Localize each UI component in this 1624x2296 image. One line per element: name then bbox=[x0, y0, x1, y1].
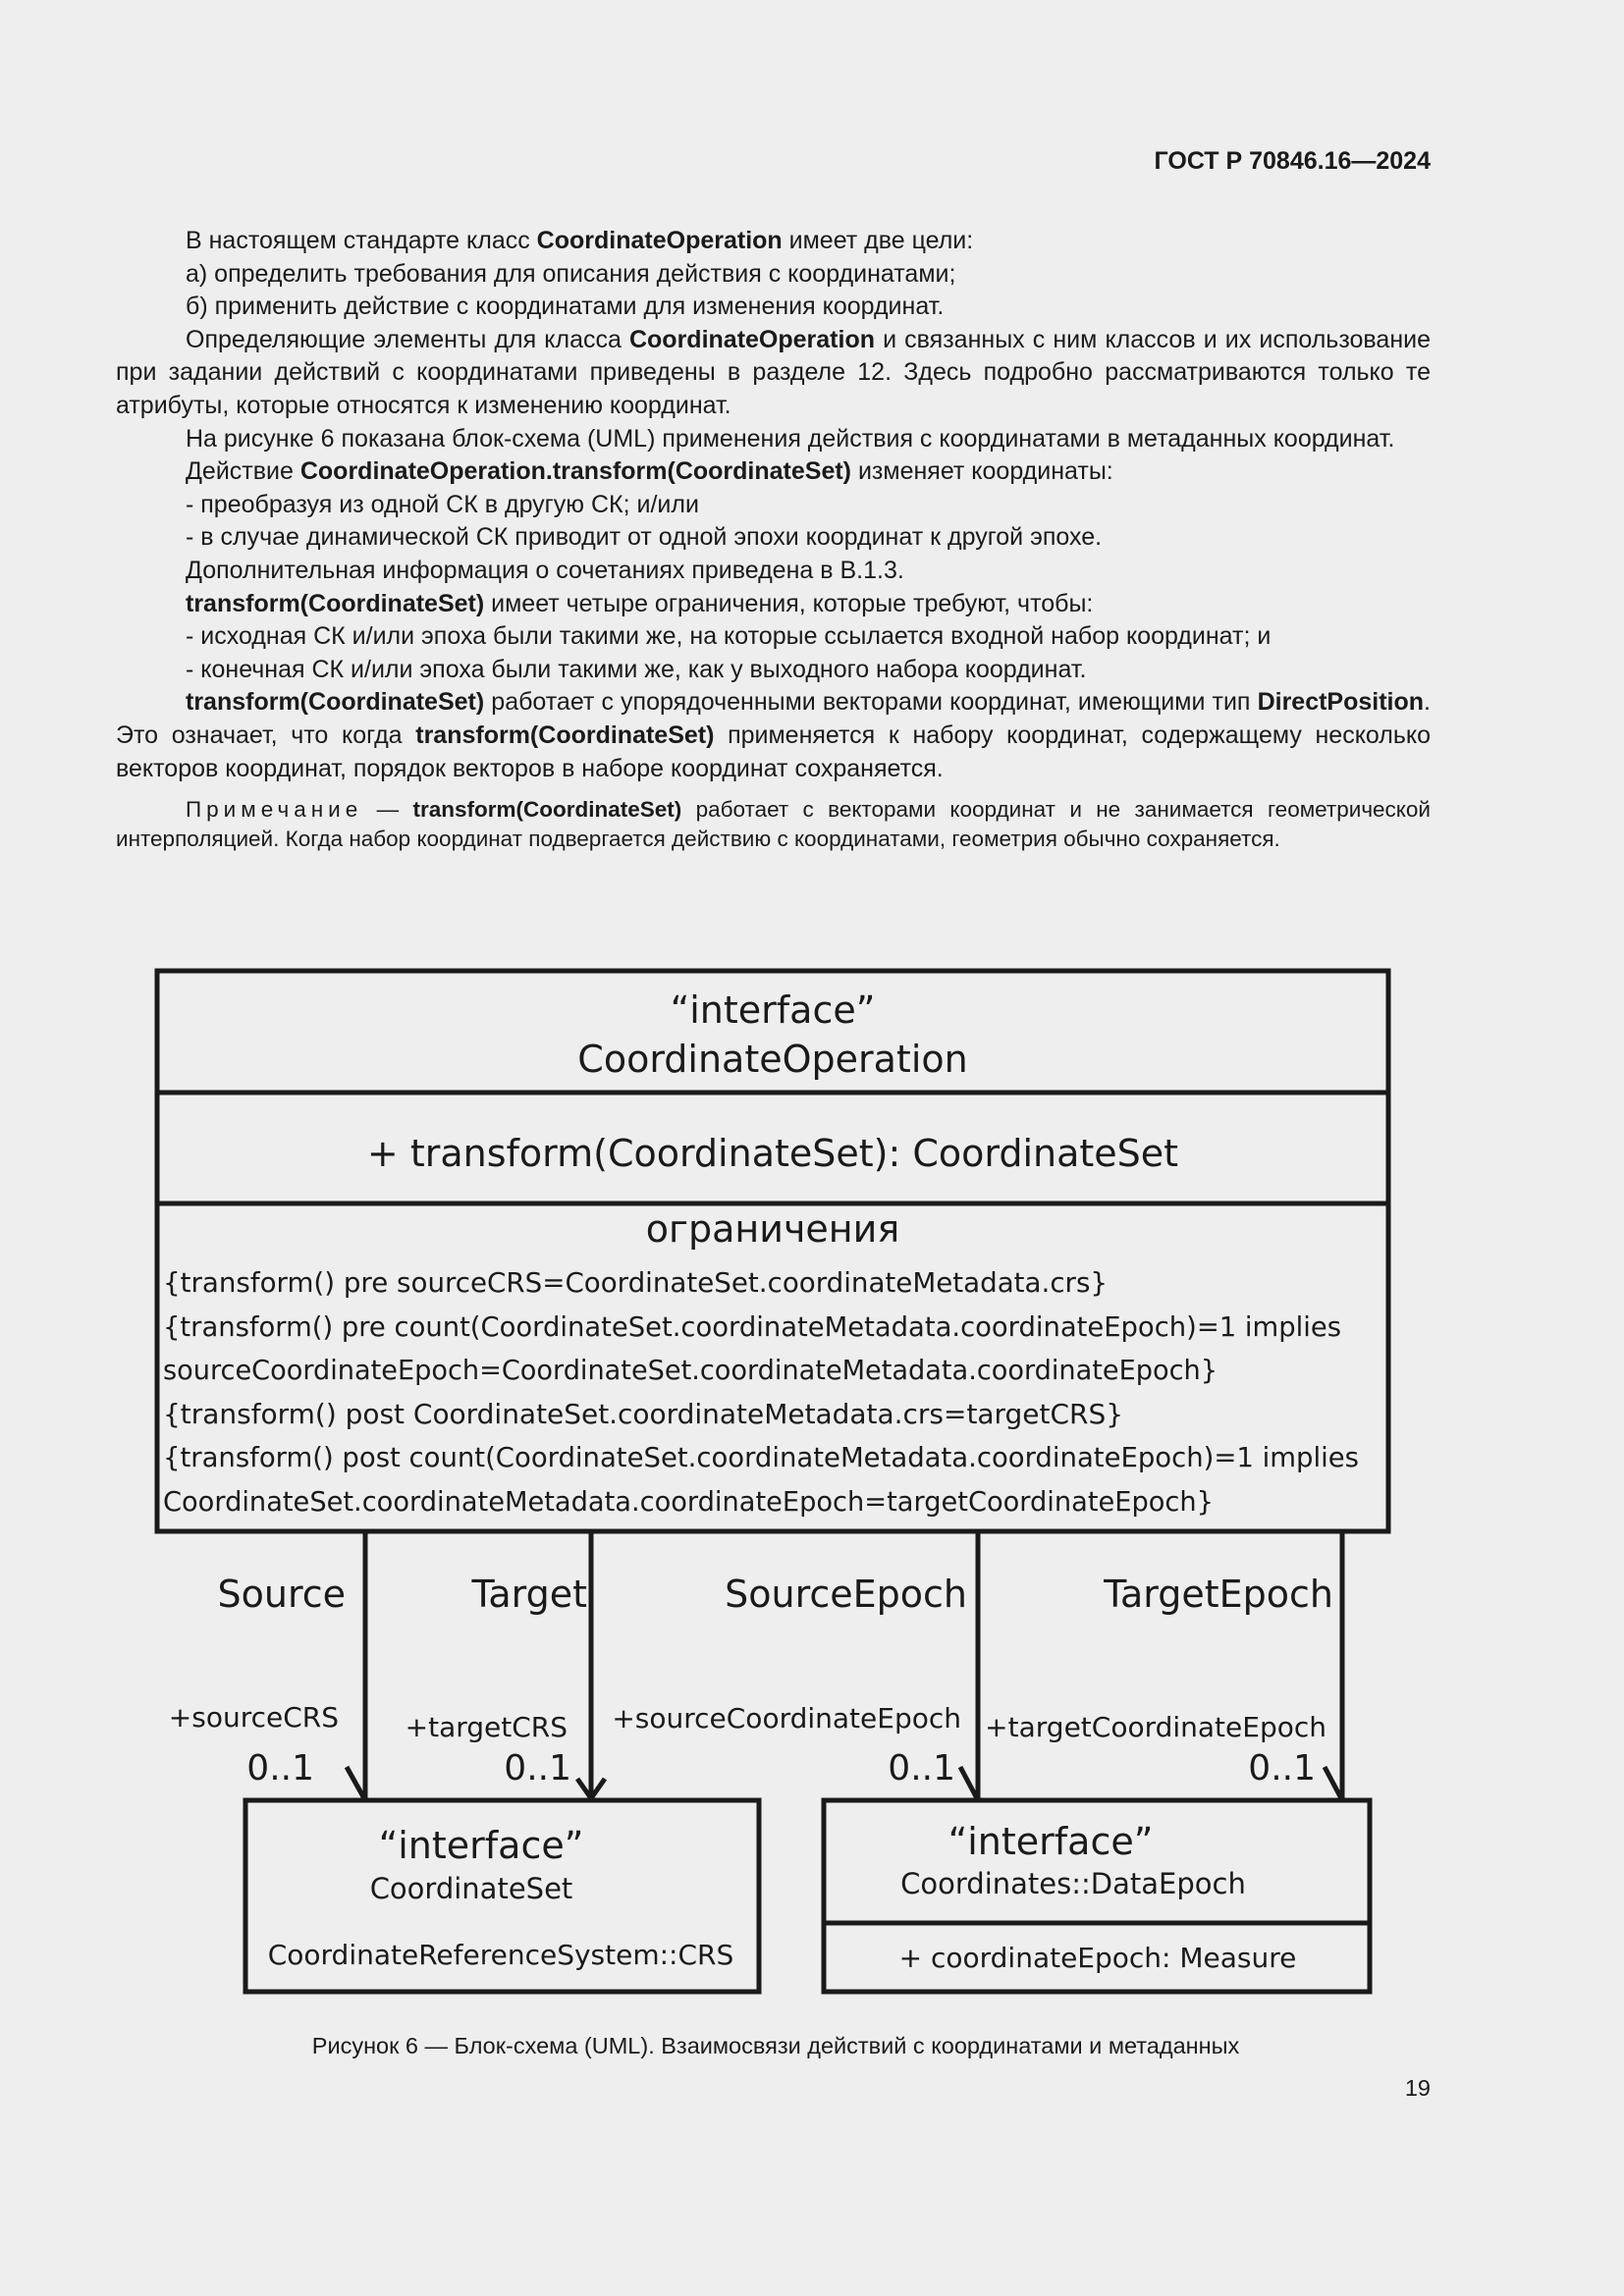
note-label: Примечание bbox=[186, 797, 363, 823]
standard-header: ГОСТ Р 70846.16—2024 bbox=[1154, 147, 1431, 175]
coordinate-set-attribute: CoordinateReferenceSystem::CRS bbox=[267, 1939, 734, 1971]
multiplicity-source: 0..1 bbox=[246, 1748, 314, 1789]
assoc-name-target-epoch: TargetEpoch bbox=[1104, 1573, 1333, 1616]
dash-item-1: - преобразуя из одной СК в другую СК; и/или bbox=[186, 490, 699, 518]
multiplicity-source-epoch: 0..1 bbox=[888, 1748, 955, 1789]
arrowhead-target-epoch bbox=[1325, 1767, 1342, 1800]
role-target-coordinate-epoch: +targetCoordinateEpoch bbox=[985, 1711, 1326, 1743]
paragraph-constraints: transform(CoordinateSet) имеет четыре ограничения, которые требуют, чтобы: bbox=[186, 589, 1094, 617]
paragraph-figure-ref: На рисунке 6 показана блок-схема (UML) применения действия с координатами в метаданных координат. bbox=[186, 424, 1395, 453]
arrowhead-source bbox=[347, 1767, 365, 1800]
dash-item-2: - в случае динамической СК приводит от одной эпохи координат к другой эпохе. bbox=[186, 523, 1103, 552]
data-epoch-name: Coordinates::DataEpoch bbox=[900, 1867, 1246, 1900]
paragraph-direct-position: transform(CoordinateSet) работает с упорядоченными векторами координат, имеющими тип DirectPosition. Это означает, что когда transform(CoordinateSet) применяется к набору координат, содержащему несколько векторов координат, порядок векторов в наборе координат сохраняется. bbox=[116, 688, 1432, 782]
multiplicity-target-epoch: 0..1 bbox=[1248, 1748, 1316, 1789]
role-target-crs: +targetCRS bbox=[405, 1711, 568, 1743]
list-item-a: а) определить требования для описания действия с координатами; bbox=[186, 259, 956, 288]
dash-item-4: - конечная СК и/или эпоха были такими же, как у выходного набора координат. bbox=[186, 655, 1087, 683]
coordinate-set-stereotype: “interface” bbox=[378, 1824, 584, 1867]
page-number: 19 bbox=[1404, 2075, 1431, 2101]
operation-transform: + transform(CoordinateSet): CoordinateSet bbox=[366, 1132, 1179, 1175]
role-source-coordinate-epoch: +sourceCoordinateEpoch bbox=[612, 1702, 961, 1735]
paragraph-purpose: В настоящем стандарте класс CoordinateOperation имеет две цели: bbox=[186, 227, 974, 254]
coordinate-set-name: CoordinateSet bbox=[369, 1872, 573, 1905]
dash-item-3: - исходная СК и/или эпоха были такими же, на которые ссылается входной набор координат; и bbox=[186, 622, 1272, 651]
constraint-line: sourceCoordinateEpoch=CoordinateSet.coordinateMetadata.coordinateEpoch} bbox=[163, 1354, 1218, 1386]
paragraph-defining-elements: Определяющие элементы для класса CoordinateOperation и связанных с ним классов и их использование при задании действий с координатами приведены в разделе 12. Здесь подробно рассматриваются только те атрибуты, которые относятся к изменению координат. bbox=[116, 325, 1431, 419]
paragraph-additional-info: Дополнительная информация о сочетаниях приведена в В.1.3. bbox=[186, 556, 904, 584]
data-epoch-stereotype: “interface” bbox=[947, 1820, 1154, 1863]
constraint-line: {transform() post count(CoordinateSet.coordinateMetadata.coordinateEpoch)=1 implies bbox=[163, 1441, 1359, 1473]
assoc-name-source-epoch: SourceEpoch bbox=[725, 1573, 967, 1616]
data-epoch-attribute: + coordinateEpoch: Measure bbox=[898, 1942, 1297, 1974]
constraints-title: ограничения bbox=[645, 1207, 900, 1251]
multiplicity-target: 0..1 bbox=[504, 1748, 571, 1789]
constraint-line: {transform() pre sourceCRS=CoordinateSet.coordinateMetadata.crs} bbox=[163, 1266, 1108, 1299]
assoc-name-target: Target bbox=[471, 1573, 587, 1616]
note: Примечание — transform(CoordinateSet) работает с векторами координат и не занимается геометрической интерполяцией. Когда набор координат подвергается действию с координатами, геометрия обычно сохраняется. bbox=[116, 797, 1431, 852]
constraint-line: {transform() pre count(CoordinateSet.coordinateMetadata.coordinateEpoch)=1 implies bbox=[163, 1310, 1341, 1343]
figure-caption: Рисунок 6 — Блок-схема (UML). Взаимосвязи действий с координатами и метаданных bbox=[311, 2033, 1240, 2058]
main-stereotype: “interface” bbox=[670, 988, 876, 1032]
paragraph-transform-action: Действие CoordinateOperation.transform(CoordinateSet) изменяет координаты: bbox=[186, 457, 1113, 486]
constraint-line: CoordinateSet.coordinateMetadata.coordinateEpoch=targetCoordinateEpoch} bbox=[163, 1485, 1214, 1518]
constraint-line: {transform() post CoordinateSet.coordinateMetadata.crs=targetCRS} bbox=[163, 1398, 1123, 1430]
main-class-name: CoordinateOperation bbox=[577, 1038, 968, 1081]
list-item-b: б) применить действие с координатами для изменения координат. bbox=[186, 293, 945, 321]
role-source-crs: +sourceCRS bbox=[168, 1701, 339, 1734]
arrowhead-source-epoch bbox=[960, 1767, 978, 1800]
assoc-name-source: Source bbox=[217, 1573, 346, 1616]
